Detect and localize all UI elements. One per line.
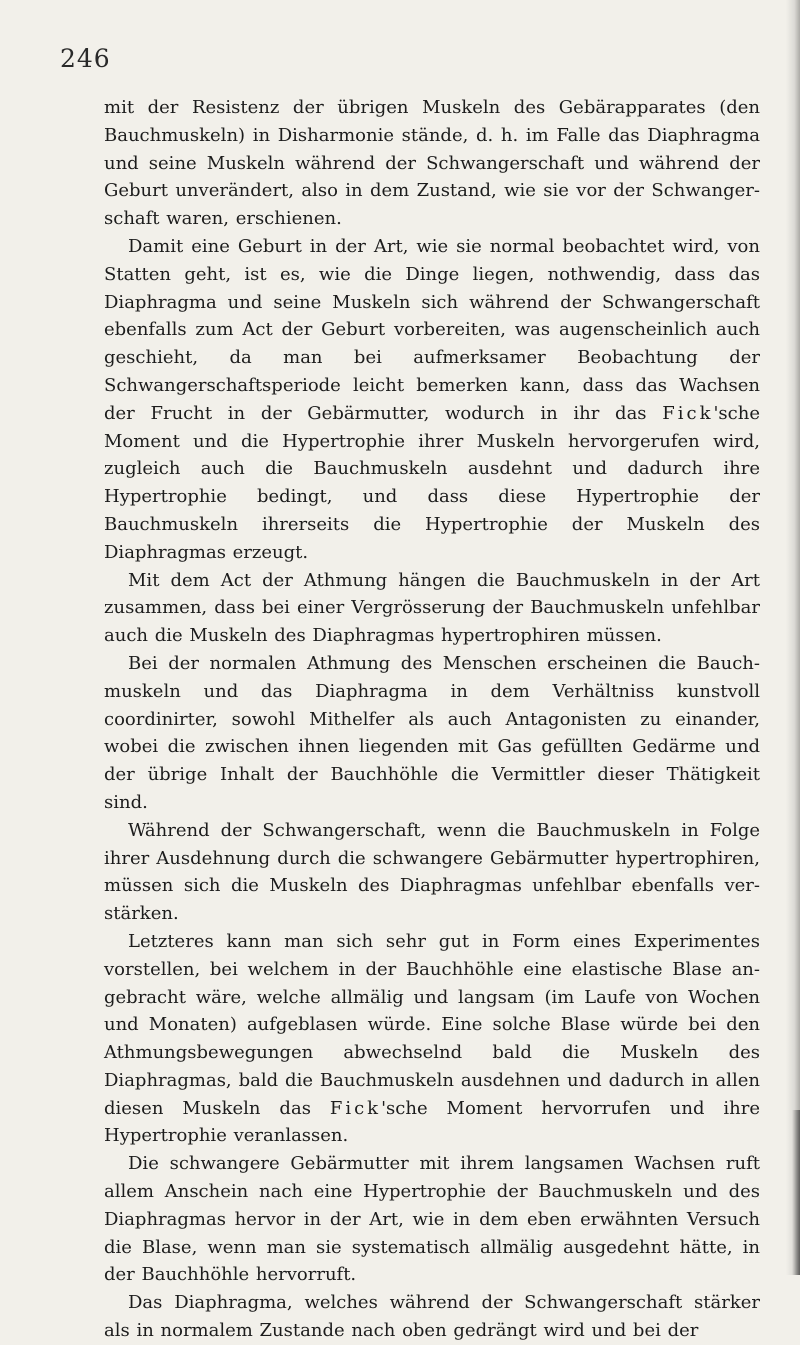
paragraph-7: Die schwangere Gebärmutter mit ihrem langsamen Wachsen ruft allem Anschein nach eine Hypertrophie der Bauchmuskeln und des Diaphragmas hervor in der Art, wie in dem eben erwähnten Versuch die Blase, wenn man sie systematisch allmälig ausgedehnt hätte, in der Bauchhöhle hervorruft. <box>104 1153 760 1286</box>
paragraph-1: mit der Resistenz der übrigen Muskeln des Gebärapparates (den Bauchmuskeln) in Disharmonie stände, d. h. im Falle das Diaphragma und seine Muskeln während der Schwangerschaft und während der Geburt unverändert, also in dem Zustand, wie sie vor der Schwangerschaft waren, erschienen. <box>104 97 760 230</box>
paragraph-8: Das Diaphragma, welches während der Schwangerschaft stärker als in normalem Zustande nach oben gedrängt wird und bei der <box>104 1292 760 1342</box>
author-name-fick: Fick <box>329 1097 382 1119</box>
page-number: 246 <box>60 44 111 73</box>
body-text <box>104 94 760 1345</box>
paragraph-2 <box>104 233 760 567</box>
paragraph-6-text-a: Letzteres kann man sich sehr gut in Form eines Experimentes vorstellen, bei welchem in der Bauchhöhle eine elastische Blase angebracht wäre, welche allmälig und langsam (im Laufe von Wochen und Monaten) aufgeblasen würde. Eine solche Blase würde bei den Athmungsbewegungen abwechselnd bald die Muskeln des Diaphragmas, bald die Bauchmuskeln ausdehnen und dadurch in allen diesen Muskeln das <box>104 930 760 1119</box>
paragraph-2-text-b: 'sche Moment und die Hypertrophie ihrer Muskeln hervorgerufen wird, zugleich auch die Bauchmuskeln ausdehnt und dadurch ihre Hypertrophie bedingt, und dass diese Hypertrophie der Bauchmuskeln ihrerseits die Hypertrophie der Muskeln des Diaphragmas erzeugt. <box>104 402 760 563</box>
paragraph-6-text-b: 'sche Moment hervorrufen und ihre Hypertrophie veranlassen. <box>104 1097 760 1147</box>
author-name-fick: Fick <box>662 402 714 424</box>
paragraph-2-text-a: Damit eine Geburt in der Art, wie sie normal beobachtet wird, von Statten geht, ist es, wie die Dinge liegen, nothwendig, dass das Diaphragma und seine Muskeln sich während der Schwangerschaft ebenfalls zum Act der Geburt vorbereiten, was augenscheinlich auch geschieht, da man bei aufmerksamer Beobachtung der Schwangerschaftsperiode leicht bemerken kann, dass das Wachsen der Frucht in der Gebärmutter, wodurch in ihr das <box>104 235 760 424</box>
page-edge-shadow <box>786 0 800 1275</box>
paragraph-5: Während der Schwangerschaft, wenn die Bauchmuskeln in Folge ihrer Ausdehnung durch die schwangere Gebärmutter hypertrophiren, müssen sich die Muskeln des Diaphragmas unfehlbar ebenfalls verstärken. <box>104 819 760 925</box>
paragraph-3: Mit dem Act der Athmung hängen die Bauchmuskeln in der Art zusammen, dass bei einer Vergrösserung der Bauchmuskeln unfehlbar auch die Muskeln des Diaphragmas hypertrophiren müssen. <box>104 569 760 647</box>
page-edge-shadow-bottom <box>792 1110 800 1275</box>
paragraph-4: Bei der normalen Athmung des Menschen erscheinen die Bauchmuskeln und das Diaphragma in dem Verhältniss kunstvoll coordinirter, sowohl Mithelfer als auch Antagonisten zu einander, wobei die zwischen ihnen liegenden mit Gas gefüllten Gedärme und der übrige Inhalt der Bauchhöhle die Vermittler dieser Thätigkeit sind. <box>104 652 760 813</box>
paragraph-6 <box>104 928 760 1150</box>
